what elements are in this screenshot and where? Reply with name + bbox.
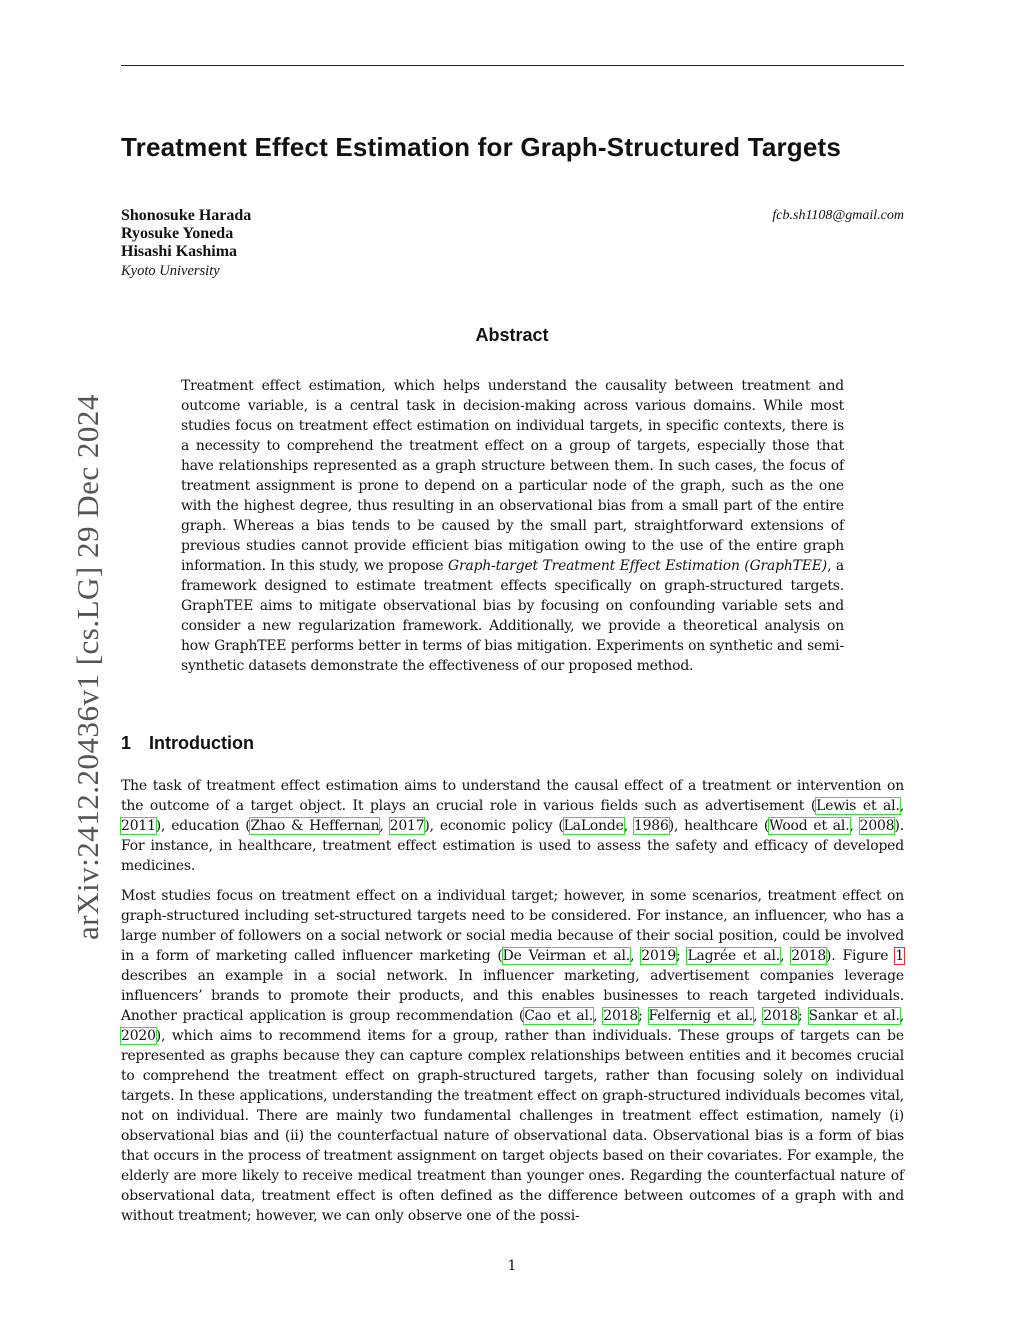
section-title: Introduction	[149, 733, 254, 753]
section-heading	[121, 733, 254, 754]
citation-link[interactable]: 2008	[859, 818, 895, 834]
citation-link[interactable]: Wood et al.	[769, 818, 850, 834]
citation-link[interactable]: Lagrée et al.	[687, 948, 781, 964]
citation-link[interactable]: Sankar et al.	[808, 1008, 900, 1024]
intro-paragraph-2: Most studies focus on treatment effect on a individual target; however, in some scenarios, treatment effect on graph-structured including set-structured targets need to be considered. For instance, an influencer, who has a large number of followers on a social network or social media because of their social position, could be involved in a form of marketing called influencer marketing (De Veirman et al., 2019; Lagrée et al., 2018). Figure 1 describes an example in a social network. In influencer marketing, advertisement companies leverage influencers’ brands to promote their products, and this enables businesses to reach targeted individuals. Another practical application is group recommendation (Cao et al., 2018; Felfernig et al., 2018; Sankar et al., 2020), which aims to recommend items for a group, rather than individuals. These groups of targets can be represented as graphs because they can capture complex relationships between entities and it becomes crucial to comprehend the treatment effect on graph-structured targets, rather than focusing solely on individual targets. In these applications, understanding the treatment effect on graph-structured individuals becomes vital, not on individual. There are mainly two fundamental challenges in treatment effect estimation, namely (i) observational bias and (ii) the counterfactual nature of observational data. Observational bias is a form of bias that occurs in the process of treatment assignment on target objects based on their covariates. For example, the elderly are more likely to receive medical treatment than younger ones. Regarding the counterfactual nature of observational data, treatment effect is often defined as the difference between outcomes of a graph with and without treatment; however, we can only observe one of the possi-	[121, 888, 905, 1224]
citation-link[interactable]: De Veirman et al.	[502, 948, 631, 964]
section-number: 1	[121, 733, 132, 753]
author-email[interactable]: fcb.sh1108@gmail.com	[772, 208, 904, 223]
citation-link[interactable]: 2018	[791, 948, 827, 964]
paper-title: Treatment Effect Estimation for Graph-Structured Targets	[121, 132, 842, 162]
citation-link[interactable]: Lewis et al.	[816, 798, 900, 814]
affiliation: Kyoto University	[121, 263, 220, 279]
citation-link[interactable]: 2018	[763, 1008, 799, 1024]
abstract-text: Treatment effect estimation, which helps understand the causality between treatment and outcome variable, is a central task in decision-making across various domains. While most studies focus on treatment effect estimation on individual targets, in specific contexts, there is a necessity to comprehend the treatment effect on a group of targets, especially those that have relationships represented as a graph structure between them. In such cases, the focus of treatment assignment is prone to depend on a particular node of the graph, such as the one with the highest degree, thus resulting in an observational bias from a small part of the entire graph. Whereas a bias tends to be caused by the small part, straightforward extensions of previous studies cannot provide efficient bias mitigation owing to the use of the entire graph information. In this study, we propose Graph-target Treatment Effect Estimation (GraphTEE), a framework designed to estimate treatment effects specifically on graph-structured targets. GraphTEE aims to mitigate observational bias by focusing on confounding variable sets and consider a new regularization framework. Additionally, we provide a theoretical analysis on how GraphTEE performs better in terms of bias mitigation. Experiments on synthetic and semi-synthetic datasets demonstrate the effectiveness of our proposed method.	[181, 378, 844, 674]
citation-link[interactable]: Zhao & Heffernan	[250, 818, 380, 834]
arxiv-identifier[interactable]: arXiv:2412.20436v1 [cs.LG] 29 Dec 2024	[70, 394, 105, 940]
method-name: Graph-target Treatment Effect Estimation (GraphTEE)	[448, 558, 828, 574]
author-name: Hisashi Kashima	[121, 243, 238, 260]
citation-link[interactable]: 2019	[641, 948, 677, 964]
citation-link[interactable]: 2017	[389, 818, 425, 834]
page-number: 1	[507, 1258, 517, 1274]
intro-paragraph-1: The task of treatment effect estimation aims to understand the causal effect of a treatment or intervention on the outcome of a target object. It plays an crucial role in various fields such as advertisement (Lewis et al., 2011), education (Zhao & Heffernan, 2017), economic policy (LaLonde, 1986), healthcare (Wood et al., 2008). For instance, in healthcare, treatment effect estimation is used to assess the safety and efficacy of developed medicines.	[121, 778, 904, 874]
citation-link[interactable]: 1986	[633, 818, 669, 834]
abstract-heading: Abstract	[475, 325, 549, 345]
figure-reference-link[interactable]: 1	[895, 948, 904, 964]
header-rule	[121, 65, 904, 66]
citation-link[interactable]: 2018	[603, 1008, 639, 1024]
citation-link[interactable]: 2011	[121, 818, 156, 834]
citation-link[interactable]: Cao et al.	[524, 1008, 594, 1024]
author-name: Ryosuke Yoneda	[121, 225, 234, 242]
citation-link[interactable]: 2020	[121, 1028, 156, 1044]
citation-link[interactable]: LaLonde	[563, 818, 624, 834]
citation-link[interactable]: Felfernig et al.	[648, 1008, 754, 1024]
author-block	[121, 207, 251, 281]
author-name: Shonosuke Harada	[121, 207, 252, 224]
